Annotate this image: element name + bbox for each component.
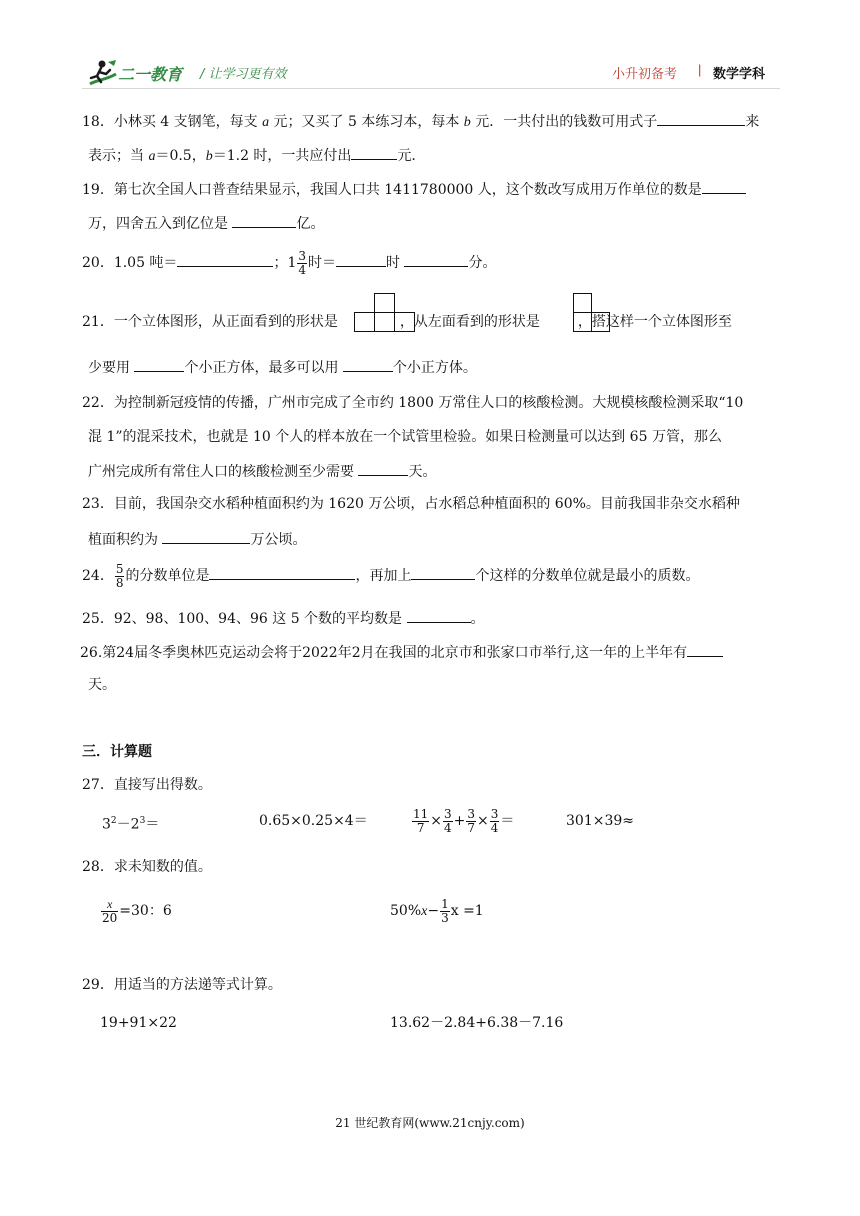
question-20: 20．1.05 吨＝ ；1 $\frac{3}{4}$ 时＝ 时 分。 xyxy=(82,248,497,277)
front-view-figure xyxy=(354,293,416,333)
question-21-line2: 少要用 个小正方体，最多可以用 个小正方体。 xyxy=(88,357,477,377)
expr-28-2: 50%x− $\frac{1}{3}$ x =1 xyxy=(390,896,484,925)
answer-blank[interactable] xyxy=(358,461,408,476)
question-19-line1: 19．第七次全国人口普查结果显示，我国人口共 1411780000 人，这个数改写成用万作单位的数是 xyxy=(82,179,746,199)
question-27-title: 27．直接写出得数。 xyxy=(82,777,212,793)
answer-blank[interactable] xyxy=(232,213,296,228)
header-divider xyxy=(82,88,780,89)
answer-blank[interactable] xyxy=(134,357,184,372)
left-view-figure xyxy=(573,293,611,333)
answer-blank[interactable] xyxy=(343,357,393,372)
section-heading: 三．计算题 xyxy=(82,744,152,760)
header-subject: 数学学科 xyxy=(713,67,766,82)
question-24: 24． $\frac{5}{8}$ 的分数单位是 ，再加上 个这样的分数单位就是最小的质数。 xyxy=(82,561,700,590)
answer-blank[interactable] xyxy=(162,529,250,544)
answer-blank[interactable] xyxy=(702,179,746,194)
expr-29-1: 19+91×22 xyxy=(100,1015,177,1031)
question-23-line1: 23．目前，我国杂交水稻种植面积约为 1620 万公顷，占水稻总种植面积的 60%。目前我国非杂交水稻种 xyxy=(82,496,740,512)
expr-27-3: $\frac{11}{7}$ × $\frac{3}{4}$ + $\frac{3}{7}$ × $\frac{3}{4}$ ＝ xyxy=(413,806,515,835)
answer-blank[interactable] xyxy=(411,565,475,580)
question-26-line2: 天。 xyxy=(88,677,116,693)
question-26-line1: 26.第24届冬季奥林匹克运动会将于2022年2月在我国的北京市和张家口市举行,这一年的上半年有 xyxy=(80,642,723,662)
fraction: $\frac{3}{4}$ xyxy=(298,248,306,277)
logo-text: 二一教育 xyxy=(118,65,183,84)
answer-blank[interactable] xyxy=(404,252,468,267)
question-22-line2: 混 1”的混采技术，也就是 10 个人的样本放在一个试管里检验。如果日检测量可以达到 65 万管，那么 xyxy=(88,429,722,445)
question-28-title: 28．求未知数的值。 xyxy=(82,859,212,875)
answer-blank[interactable] xyxy=(336,252,386,267)
fraction: $\frac{5}{8}$ xyxy=(115,561,124,590)
question-18-line1: 18．小林买 4 支钢笔，每支 a 元；又买了 5 本练习本，每本 b 元．一共付出的钱数可用式子 来 xyxy=(82,111,759,132)
expr-27-4: 301×39≈ xyxy=(566,813,634,829)
question-21-line1: 21．一个立体图形，从正面看到的形状是 ，从左面看到的形状是 ，搭这样一个立体图形至 xyxy=(82,314,732,330)
question-19-line2: 万，四舍五入到亿位是 亿。 xyxy=(88,213,324,233)
expr-27-2: 0.65×0.25×4＝ xyxy=(259,813,368,829)
answer-blank[interactable] xyxy=(177,252,273,267)
slogan: / 让学习更有效 xyxy=(200,67,287,82)
question-22-line1: 22．为控制新冠疫情的传播，广州市完成了全市约 1800 万常住人口的核酸检测。大规模核酸检测采取“10 xyxy=(82,395,744,411)
expr-28-1: $\frac{x}{20}$ =30：6 xyxy=(102,896,172,925)
header-separator: | xyxy=(698,62,702,77)
question-22-line3: 广州完成所有常住人口的核酸检测至少需要 天。 xyxy=(88,461,436,481)
question-29-title: 29．用适当的方法递等式计算。 xyxy=(82,977,282,993)
answer-blank[interactable] xyxy=(687,642,723,657)
question-23-line2: 植面积约为 万公顷。 xyxy=(88,529,306,549)
answer-blank[interactable] xyxy=(657,111,745,126)
expr-27-1: $3^2-2^3=$ xyxy=(102,816,160,833)
header-exam-label: 小升初备考 xyxy=(612,67,678,82)
question-25: 25．92、98、100、94、96 这 5 个数的平均数是 。 xyxy=(82,608,485,628)
answer-blank[interactable] xyxy=(209,565,355,580)
question-18-line2: 表示；当 a＝0.5，b＝1.2 时，一共应付出 元. xyxy=(88,145,416,166)
page-footer: 21 世纪教育网(www.21cnjy.com) xyxy=(335,1116,525,1130)
expr-29-2: 13.62－2.84+6.38－7.16 xyxy=(390,1015,564,1031)
answer-blank[interactable] xyxy=(351,145,397,160)
answer-blank[interactable] xyxy=(407,608,471,623)
